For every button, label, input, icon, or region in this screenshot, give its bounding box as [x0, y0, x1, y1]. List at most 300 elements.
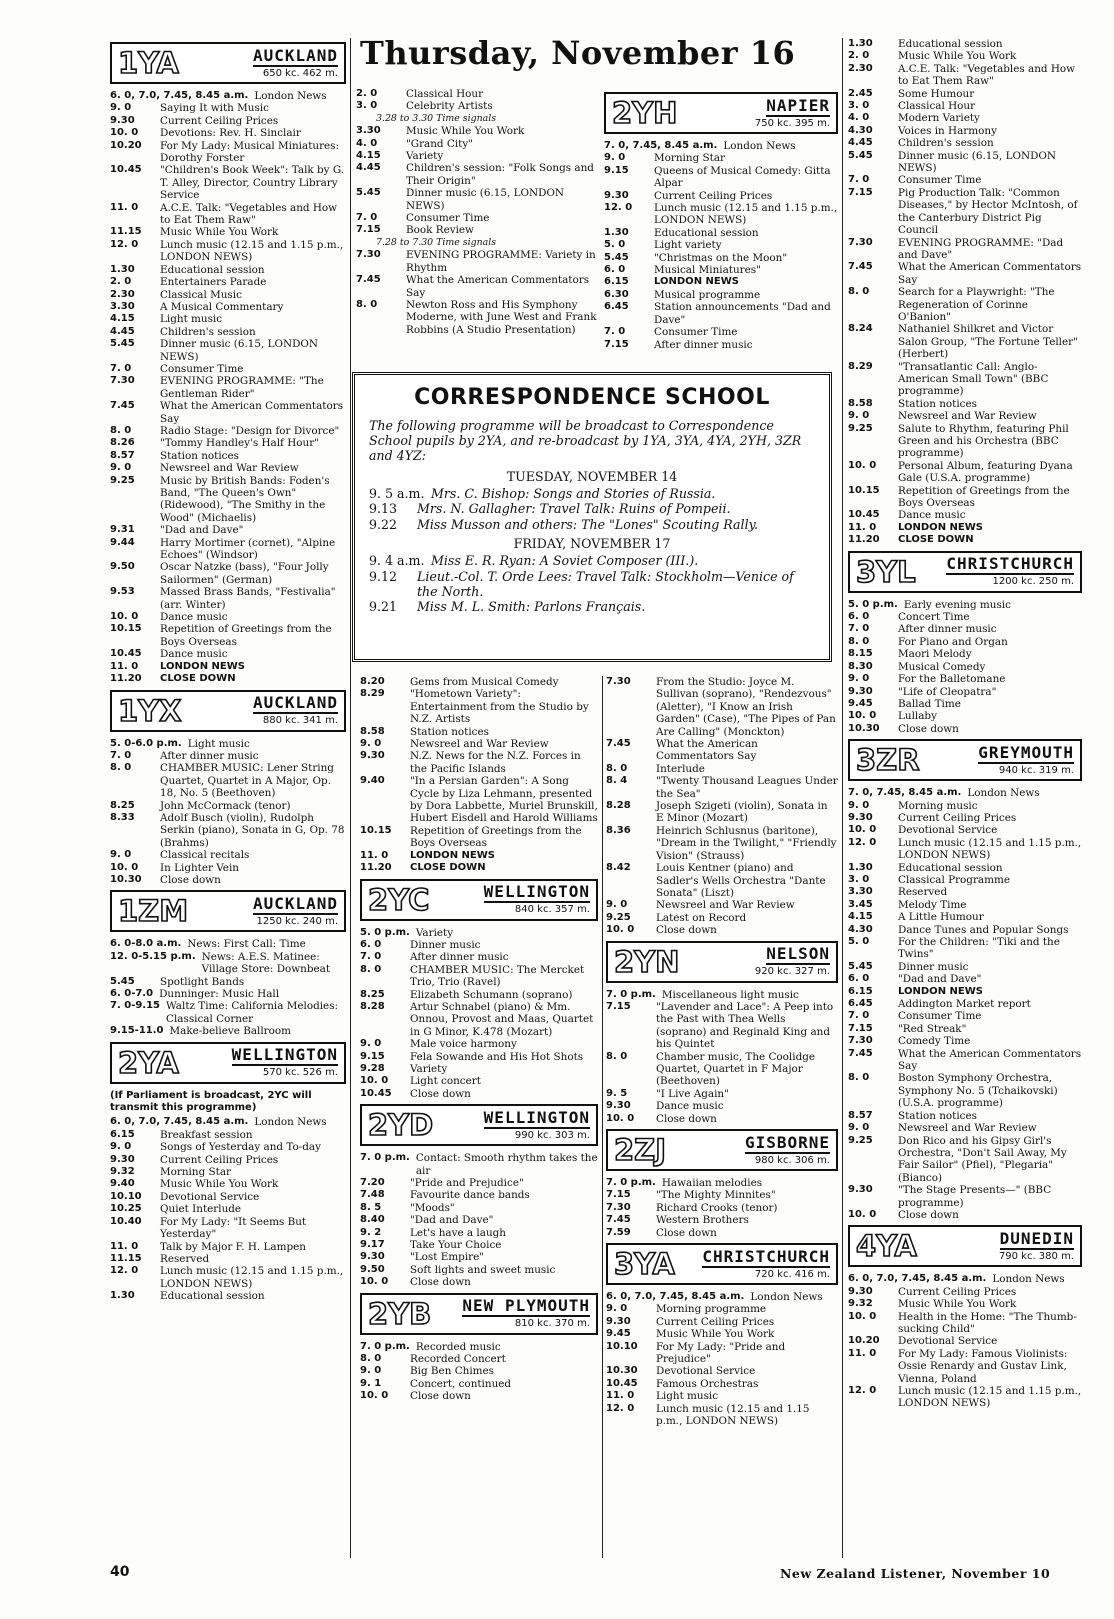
- station-city: AUCKLAND: [252, 45, 338, 65]
- schedule-entry: [848, 50, 1082, 62]
- entry-text: Repetition of Greetings from the Boys Overseas: [410, 824, 582, 850]
- station-frequency: 750 kc. 395 m.: [754, 117, 830, 129]
- schedule-entry: [360, 951, 598, 963]
- entry-time: 9.40: [360, 775, 385, 787]
- entry-text: Salute to Rhythm, featuring Phil Green and his Orchestra (BBC programme): [898, 422, 1069, 460]
- entry-text: Musical programme: [654, 288, 761, 301]
- entry-text: Miss Musson and others: The "Lones" Scouting Rally.: [417, 516, 759, 532]
- entry-time: 9. 0: [110, 462, 132, 474]
- entry-time: 7. 0, 7.45, 8.45 a.m.: [848, 787, 962, 799]
- entry-text: Light concert: [410, 1075, 481, 1088]
- entry-text: Close down: [410, 1276, 471, 1289]
- entry-time: 9. 0: [360, 738, 382, 750]
- entry-time: 10. 0: [110, 611, 139, 623]
- entry-text: After dinner music: [410, 951, 509, 964]
- entry-time: 2. 0: [110, 276, 132, 288]
- entry-time: 7.48: [360, 1189, 385, 1201]
- entry-text: News: First Call: Time: [187, 938, 306, 951]
- entry-text: Music While You Work: [898, 1298, 1017, 1311]
- correspondence-day-2: FRIDAY, NOVEMBER 17: [513, 536, 671, 552]
- schedule-entry: [848, 1298, 1082, 1310]
- entry-text: What the American Commentators Say: [898, 1047, 1082, 1073]
- entry-text: Dance music: [160, 648, 228, 661]
- entry-text: London News: [992, 1273, 1065, 1286]
- entry-text: Reserved: [898, 886, 948, 899]
- entry-text: Queens of Musical Comedy: Gitta Alpar: [654, 164, 831, 190]
- schedule-entry: [848, 1010, 1082, 1022]
- entry-text: London News: [254, 90, 327, 102]
- callsign: 2YH: [612, 96, 678, 130]
- entry-text: "Children's Book Week": Talk by G. T. Alley, Director, Country Library Service: [160, 164, 345, 202]
- schedule-entry: [110, 363, 346, 375]
- entry-time: 2.45: [848, 87, 873, 99]
- schedule-entry: [604, 190, 838, 202]
- entry-text: Station announcements "Dad and Dave": [654, 301, 831, 326]
- entry-time: 9. 4 a.m.: [369, 553, 425, 569]
- entry-text: Spotlight Bands: [160, 975, 245, 988]
- schedule-entry: [110, 1000, 346, 1025]
- schedule-entry: [360, 1239, 598, 1251]
- entry-time: 1.30: [848, 38, 873, 49]
- entry-time: 3.30: [848, 886, 873, 898]
- schedule-entry: [110, 375, 346, 400]
- entry-time: 9.25: [606, 911, 631, 923]
- entry-text: Artur Schnabel (piano) & Mm. Onnou, Provost and Maas, Quartet in G Minor, K.478 (Mozart): [410, 1000, 594, 1038]
- entry-text: For My Lady: Famous Violinists: Ossie Renardy and Gustav Link, Vienna, Poland: [898, 1347, 1068, 1385]
- schedule-entry: [110, 127, 346, 139]
- entry-time: 4.30: [848, 923, 873, 935]
- callsign: 2ZJ: [614, 1133, 666, 1167]
- callsign: 2YD: [368, 1108, 434, 1143]
- schedule-entry: [356, 187, 600, 212]
- column-3-bottom: [606, 676, 838, 1428]
- entry-time: 9. 0: [606, 899, 628, 911]
- schedule-entry: [604, 276, 838, 288]
- station-city: CHRISTCHURCH: [702, 1246, 830, 1266]
- schedule-entry: [848, 361, 1082, 398]
- schedule-entry: [360, 1063, 598, 1075]
- entry-text: "Twenty Thousand Leagues Under the Sea": [656, 775, 838, 800]
- schedule-entry: [360, 1189, 598, 1201]
- station-frequency: 990 kc. 303 m.: [514, 1129, 590, 1141]
- entry-text: Joseph Szigeti (violin), Sonata in E Minor (Mozart): [656, 800, 828, 825]
- entry-text: Dinner music (6.15, LONDON NEWS): [406, 187, 565, 212]
- entry-time: 6. 0, 7.0, 7.45, 8.45 a.m.: [606, 1291, 745, 1303]
- entry-time: 3. 0: [356, 100, 378, 112]
- entry-time: 8. 5: [360, 1201, 382, 1213]
- entry-time: 9.30: [604, 189, 629, 201]
- schedule-list: [110, 90, 346, 686]
- entry-text: CLOSE DOWN: [410, 862, 486, 874]
- entry-time: 10. 0: [848, 1310, 877, 1322]
- entry-time: 11. 0: [110, 660, 139, 672]
- entry-time: 7.45: [606, 738, 631, 750]
- schedule-list: [110, 1116, 346, 1302]
- entry-time: 7.45: [110, 400, 135, 412]
- entry-text: Consumer Time: [160, 362, 244, 375]
- schedule-entry: [360, 1276, 598, 1288]
- entry-time: 9.25: [848, 422, 873, 434]
- schedule-entry: [604, 227, 838, 239]
- station-logo-2yd: [360, 1104, 598, 1146]
- callsign: 2YB: [368, 1296, 432, 1331]
- magazine-footer: New Zealand Listener, November 10: [780, 1566, 1051, 1581]
- entry-time: 11. 0: [848, 521, 877, 533]
- entry-text: Devotional Service: [160, 1190, 260, 1203]
- entry-time: 8. 0: [848, 286, 870, 298]
- entry-text: Dance music: [898, 509, 966, 522]
- station-logo-3zr: [848, 739, 1082, 781]
- schedule-entry: [848, 1184, 1082, 1209]
- schedule-entry: [848, 1335, 1082, 1347]
- callsign: 1YX: [118, 693, 182, 728]
- entry-text: Morning Star: [654, 152, 725, 165]
- schedule-entry: [606, 1365, 838, 1377]
- entry-text: Massed Brass Bands, "Festivalia" (arr. Winter): [160, 586, 336, 611]
- schedule-entry: [360, 1088, 598, 1100]
- entry-text: Early evening music: [903, 598, 1011, 611]
- station-city: GISBORNE: [744, 1132, 830, 1152]
- entry-time: 6. 0-7.0: [110, 988, 154, 999]
- entry-text: "Lavender and Lace": A Peep into the Past with Thea Wells (soprano) and Reginald King and his Quintet: [656, 1000, 834, 1051]
- schedule-entry: [848, 1023, 1082, 1035]
- schedule-entry: [848, 924, 1082, 936]
- schedule-entry: [110, 862, 346, 874]
- entry-time: 3.45: [848, 898, 873, 910]
- station-logo-2ya: [110, 1042, 346, 1084]
- schedule-entry: [356, 100, 600, 112]
- schedule-entry: [848, 623, 1082, 635]
- schedule-entry: [360, 1177, 598, 1189]
- entry-time: 9.17: [360, 1239, 385, 1251]
- entry-time: 7.30: [848, 236, 873, 248]
- callsign: 3ZR: [856, 743, 920, 778]
- entry-time: 7.15: [848, 1022, 873, 1034]
- station-logo-2yc: [360, 879, 598, 921]
- schedule-entry: [360, 1214, 598, 1226]
- entry-text: "Life of Cleopatra": [898, 685, 997, 698]
- schedule-entry: [110, 812, 346, 849]
- entry-time: 4.15: [848, 911, 873, 923]
- column-3-top: [604, 88, 838, 351]
- schedule-entry: [110, 264, 346, 276]
- schedule-entry: [110, 849, 346, 861]
- entry-text: Dinner music: [898, 960, 969, 973]
- schedule-entry: [848, 1348, 1082, 1385]
- schedule-entry: [848, 187, 1082, 237]
- entry-text: Dance music: [160, 611, 228, 624]
- schedule-entry: [110, 1141, 346, 1153]
- entry-time: 8. 4: [606, 775, 628, 787]
- schedule-entry: [848, 1311, 1082, 1336]
- correspondence-entry: [369, 553, 815, 568]
- entry-text: "Pride and Prejudice": [410, 1177, 524, 1189]
- callsign: 3YL: [856, 554, 916, 589]
- entry-text: Contact: Smooth rhythm takes the air: [415, 1152, 598, 1177]
- entry-time: 10. 0: [848, 1208, 877, 1220]
- correspondence-list-1: [369, 486, 815, 532]
- entry-time: 9.50: [360, 1263, 385, 1275]
- station-city: DUNEDIN: [999, 1228, 1074, 1248]
- entry-text: LONDON NEWS: [410, 849, 495, 861]
- station-city: NEW PLYMOUTH: [462, 1296, 590, 1316]
- entry-text: Harry Mortimer (cornet), "Alpine Echoes" (Windsor): [160, 536, 336, 562]
- station-logo-4ya: [848, 1225, 1082, 1267]
- schedule-list: [848, 1273, 1082, 1409]
- schedule-entry: [848, 899, 1082, 911]
- entry-text: Songs of Yesterday and To-day: [160, 1141, 321, 1154]
- entry-text: A Musical Commentary: [160, 300, 284, 313]
- entry-time: 10. 0: [110, 127, 139, 139]
- entry-text: A.C.E. Talk: "Vegetables and How to Eat Them Raw": [898, 62, 1076, 88]
- entry-text: Close down: [410, 1390, 471, 1403]
- entry-time: 10.45: [360, 1087, 392, 1099]
- schedule-entry: [360, 726, 598, 738]
- station-logo-3yl: [848, 551, 1082, 593]
- entry-text: Big Ben Chimes: [410, 1365, 494, 1378]
- entry-time: 6.15: [848, 985, 873, 997]
- entry-text: Repetition of Greetings from the Boys Overseas: [160, 623, 332, 648]
- entry-time: 9. 0: [110, 849, 132, 861]
- schedule-entry: [110, 1178, 346, 1190]
- schedule-entry: [604, 326, 838, 338]
- entry-text: Devotional Service: [898, 1335, 998, 1348]
- entry-text: Close down: [898, 722, 959, 735]
- entry-text: Newsreel and War Review: [410, 738, 549, 751]
- entry-text: Lunch music (12.15 and 1.15 p.m., LONDON NEWS): [898, 1385, 1082, 1410]
- entry-text: CHAMBER MUSIC: Lener String Quartet, Quartet in A Major, Op. 18, No. 5 (Beethoven): [160, 762, 334, 800]
- entry-time: 9.30: [606, 1315, 631, 1327]
- entry-text: "Transatlantic Call: Anglo-American Small Town" (BBC programme): [898, 360, 1049, 398]
- entry-text: Close down: [656, 1112, 717, 1125]
- schedule-entry: [360, 1152, 598, 1177]
- station-frequency: 920 kc. 327 m.: [754, 966, 830, 978]
- entry-time: 9.50: [110, 561, 135, 573]
- schedule-entry: [110, 750, 346, 762]
- schedule-entry: [848, 88, 1082, 100]
- entry-text: "The Mighty Minnites": [656, 1189, 776, 1202]
- entry-time: 9. 0: [360, 1038, 382, 1050]
- schedule-entry: [606, 1100, 838, 1112]
- entry-time: 8. 0: [356, 298, 378, 310]
- correspondence-list-2: [369, 553, 815, 615]
- entry-text: Reserved: [160, 1252, 210, 1265]
- entry-text: Musical Miniatures": [654, 264, 761, 277]
- schedule-entry: [356, 125, 600, 137]
- entry-text: Newsreel and War Review: [898, 1122, 1037, 1135]
- schedule-entry: [356, 212, 600, 224]
- entry-text: Morning programme: [656, 1303, 767, 1316]
- entry-time: 5.45: [110, 975, 135, 987]
- station-frequency: 720 kc. 416 m.: [754, 1268, 830, 1280]
- entry-text: Radio Stage: "Design for Divorce": [160, 424, 340, 437]
- entry-text: Newsreel and War Review: [160, 462, 299, 475]
- entry-time: 11. 0: [110, 1240, 139, 1252]
- entry-time: 7.30: [848, 1035, 873, 1047]
- schedule-entry: [848, 986, 1082, 998]
- schedule-entry: [110, 800, 346, 812]
- schedule-entry: [110, 1265, 346, 1290]
- station-logo-1ya: [110, 42, 346, 84]
- entry-time: 9.15-11.0: [110, 1025, 164, 1037]
- entry-time: 9.32: [110, 1166, 135, 1178]
- schedule-entry: [110, 938, 346, 950]
- entry-text: For My Lady: "It Seems But Yesterday": [160, 1215, 307, 1241]
- entry-text: Consumer Time: [406, 212, 490, 225]
- schedule-entry: [848, 1385, 1082, 1410]
- entry-time: 10.15: [110, 623, 142, 635]
- entry-time: 8.58: [360, 725, 385, 737]
- entry-time: 7.30: [356, 249, 381, 261]
- entry-text: Classical recitals: [160, 849, 250, 862]
- schedule-entry: [110, 289, 346, 301]
- schedule-entry: [606, 1316, 838, 1328]
- schedule-entry: [848, 874, 1082, 886]
- schedule-entry: [606, 899, 838, 911]
- schedule-entry: [604, 301, 838, 326]
- entry-time: 11.15: [110, 1252, 142, 1264]
- entry-time: 8.24: [848, 323, 873, 335]
- entry-text: Children's session: [898, 137, 994, 150]
- column-rule-1: [350, 38, 351, 1558]
- schedule-entry: [606, 775, 838, 800]
- schedule-entry: [848, 423, 1082, 460]
- entry-text: Lullaby: [898, 710, 937, 723]
- schedule-entry: [604, 339, 838, 351]
- entry-time: 5. 0: [848, 936, 870, 947]
- schedule-list: [848, 599, 1082, 735]
- entry-text: Search for a Playwright: "The Regeneration of Corinne O'Banion": [898, 286, 1055, 323]
- entry-text: Consumer Time: [898, 1010, 982, 1023]
- entry-text: Light music: [656, 1390, 719, 1403]
- entry-time: 2.30: [848, 62, 873, 74]
- schedule-entry: [606, 1341, 838, 1366]
- schedule-entry: [848, 1072, 1082, 1109]
- entry-text: Elizabeth Schumann (soprano): [410, 988, 573, 1001]
- schedule-entry: [848, 862, 1082, 874]
- entry-text: Soft lights and sweet music: [410, 1263, 556, 1276]
- schedule-entry: [604, 264, 838, 276]
- entry-time: 7.45: [356, 274, 381, 286]
- schedule-entry: [356, 237, 600, 249]
- correspondence-entry: [369, 517, 815, 532]
- correspondence-entry: [369, 486, 815, 501]
- schedule-entry: [110, 164, 346, 201]
- entry-text: In Lighter Vein: [160, 861, 239, 874]
- entry-text: Close down: [898, 1208, 959, 1221]
- entry-text: Pig Production Talk: "Common Diseases," by Hector McIntosh, of the Canterbury District Pig Council: [898, 186, 1078, 237]
- entry-text: Lunch music (12.15 and 1.15 p.m., LONDON NEWS): [654, 202, 838, 227]
- schedule-entry: [360, 862, 598, 874]
- schedule-entry: [360, 1264, 598, 1276]
- entry-time: 9.30: [110, 1153, 135, 1165]
- schedule-entry: [606, 1113, 838, 1125]
- entry-text: Recorded Concert: [410, 1353, 506, 1366]
- schedule-entry: [606, 1088, 838, 1100]
- entry-text: Morning music: [898, 799, 978, 812]
- entry-time: 9.25: [848, 1134, 873, 1146]
- schedule-entry: [848, 137, 1082, 149]
- entry-text: John McCormack (tenor): [160, 799, 291, 812]
- station-logo-2yh: [604, 92, 838, 134]
- schedule-entry: [356, 113, 600, 125]
- entry-text: For My Lady: "Pride and Prejudice": [656, 1340, 786, 1366]
- entry-text: Favourite dance bands: [410, 1189, 530, 1202]
- schedule-entry: [606, 1051, 838, 1088]
- entry-text: "Lost Empire": [410, 1251, 485, 1264]
- entry-text: After dinner music: [898, 623, 997, 636]
- entry-time: 10.30: [848, 722, 880, 734]
- schedule-entry: [848, 698, 1082, 710]
- entry-text: Dance Tunes and Popular Songs: [898, 923, 1069, 936]
- entry-time: 9.44: [110, 536, 135, 548]
- station-frequency: 1200 kc. 250 m.: [992, 576, 1074, 588]
- schedule-entry: [110, 874, 346, 886]
- entry-time: 10. 0: [360, 1276, 389, 1288]
- schedule-entry: [356, 138, 600, 150]
- schedule-entry: [606, 924, 838, 936]
- station-city: GREYMOUTH: [978, 742, 1074, 762]
- entry-time: 5. 0 p.m.: [360, 926, 410, 938]
- entry-text: Music by British Bands: Foden's Band, "The Queen's Own" (Ridewood), "The Smithy in the Wood" (Michaelis): [160, 474, 330, 524]
- entry-time: 7.30: [606, 676, 631, 687]
- entry-time: 6. 0: [360, 938, 382, 950]
- entry-text: Devotional Service: [898, 824, 998, 837]
- schedule-entry: [606, 763, 838, 775]
- entry-text: Boston Symphony Orchestra, Symphony No. 5 (Tchaikovski) (U.S.A. programme): [898, 1072, 1058, 1110]
- entry-text: Dance music: [656, 1100, 724, 1113]
- entry-time: 5. 0: [604, 239, 626, 251]
- entry-text: Station notices: [898, 1109, 977, 1122]
- callsign: 2YN: [614, 944, 680, 979]
- schedule-entry: [360, 1227, 598, 1239]
- entry-text: Melody Time: [898, 898, 967, 911]
- entry-time: 9. 1: [360, 1377, 382, 1389]
- entry-time: 9. 5 a.m.: [369, 486, 425, 501]
- schedule-entry: [848, 787, 1082, 799]
- station-frequency: 810 kc. 370 m.: [514, 1318, 590, 1330]
- entry-text: Consumer Time: [654, 326, 738, 339]
- entry-text: Newton Ross and His Symphony Moderne, with June West and Frank Robbins (A Studio Presentation): [406, 298, 597, 336]
- entry-time: 5.45: [848, 960, 873, 972]
- entry-text: London News: [254, 1116, 327, 1129]
- schedule-entry: [360, 688, 598, 725]
- entry-text: "Dad and Dave": [160, 524, 244, 537]
- entry-time: 11. 0: [606, 1390, 635, 1402]
- schedule-entry: [848, 410, 1082, 422]
- schedule-entry: [848, 661, 1082, 673]
- entry-text: LONDON NEWS: [160, 660, 245, 672]
- schedule-entry: [110, 738, 346, 750]
- entry-text: Morning Star: [160, 1166, 231, 1179]
- entry-time: 6.45: [848, 998, 873, 1010]
- entry-time: 11. 0: [848, 1347, 877, 1359]
- entry-time: 8. 0: [606, 762, 628, 774]
- entry-time: 4.15: [356, 150, 381, 162]
- entry-text: Children's session: "Folk Songs and Their Origin": [406, 162, 594, 187]
- entry-time: 7. 0: [604, 326, 626, 338]
- schedule-entry: [848, 485, 1082, 510]
- entry-text: After dinner music: [160, 749, 259, 762]
- entry-time: 6. 0: [848, 611, 870, 623]
- entry-text: Light music: [187, 737, 250, 750]
- entry-time: 4. 0: [356, 137, 378, 149]
- entry-text: Don Rico and his Gipsy Girl's Orchestra, "Don't Sail Away, My Fair Sailor" (Pfiel), "Plegaria" (Bianco): [898, 1134, 1067, 1184]
- entry-time: 10. 0: [606, 924, 635, 936]
- schedule-entry: [356, 162, 600, 187]
- entry-time: 10. 0: [360, 1390, 389, 1402]
- entry-time: 12. 0: [848, 836, 877, 848]
